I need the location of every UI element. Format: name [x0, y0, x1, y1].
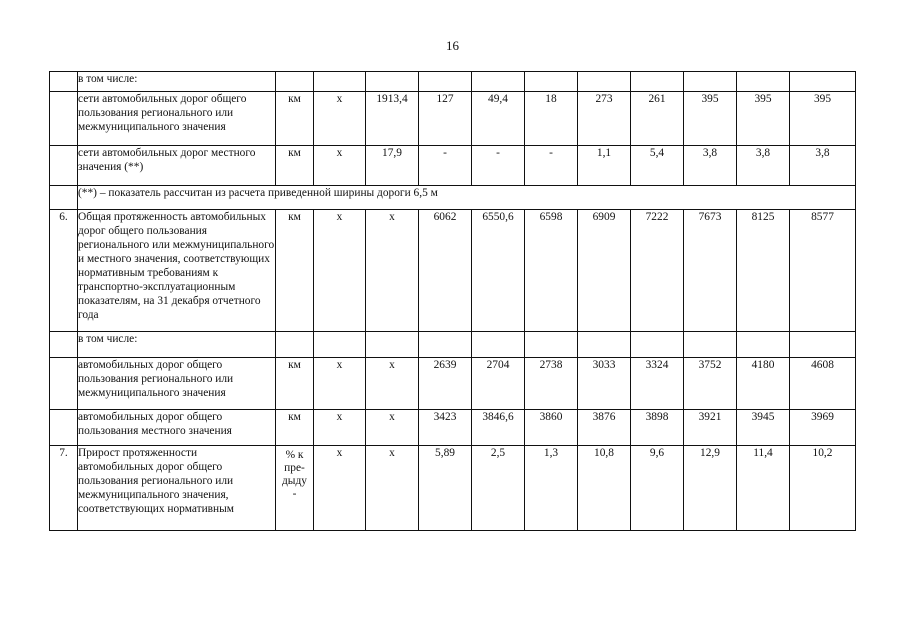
- table-body: [50, 72, 856, 531]
- value-cell: [790, 72, 856, 92]
- table-row: [50, 358, 856, 410]
- value-cell: х: [314, 92, 366, 146]
- value-cell: 3969: [790, 410, 856, 446]
- value-cell: 1,3: [525, 446, 578, 531]
- value-cell: [525, 332, 578, 358]
- value-cell: 3033: [578, 358, 631, 410]
- value-cell: 3324: [631, 358, 684, 410]
- value-cell: 3945: [737, 410, 790, 446]
- footnote-text: (**) – показатель рассчитан из расчета приведенной ширины дороги 6,5 м: [78, 186, 856, 210]
- table-row: [50, 210, 856, 332]
- value-cell: 9,6: [631, 446, 684, 531]
- value-cell: 5,4: [631, 146, 684, 186]
- unit-cell: [276, 72, 314, 92]
- value-cell: 6550,6: [472, 210, 525, 332]
- value-cell: 395: [737, 92, 790, 146]
- unit-cell: [276, 332, 314, 358]
- value-cell: 2738: [525, 358, 578, 410]
- indicator-name: сети автомобильных дорог общего пользования регионального или межмуниципального значения: [78, 92, 276, 146]
- value-cell: 3860: [525, 410, 578, 446]
- value-cell: 7673: [684, 210, 737, 332]
- value-cell: 6909: [578, 210, 631, 332]
- value-cell: 10,2: [790, 446, 856, 531]
- value-cell: [472, 332, 525, 358]
- value-cell: х: [314, 410, 366, 446]
- value-cell: 49,4: [472, 92, 525, 146]
- row-number: [50, 146, 78, 186]
- value-cell: [684, 72, 737, 92]
- value-cell: 8577: [790, 210, 856, 332]
- indicator-name: Прирост протяженности автомобильных дорог общего пользования регионального или межмуниципального значения, соответствующих нормативным: [78, 446, 276, 531]
- value-cell: х: [314, 146, 366, 186]
- row-number: [50, 358, 78, 410]
- row-number: [50, 92, 78, 146]
- value-cell: х: [366, 358, 419, 410]
- value-cell: 2,5: [472, 446, 525, 531]
- value-cell: [578, 72, 631, 92]
- value-cell: [472, 72, 525, 92]
- value-cell: [419, 72, 472, 92]
- table-row: [50, 332, 856, 358]
- value-cell: 6598: [525, 210, 578, 332]
- value-cell: 3846,6: [472, 410, 525, 446]
- table-row: [50, 186, 856, 210]
- value-cell: 2639: [419, 358, 472, 410]
- value-cell: х: [314, 210, 366, 332]
- row-number: 7.: [50, 446, 78, 531]
- value-cell: -: [472, 146, 525, 186]
- value-cell: [366, 332, 419, 358]
- value-cell: [366, 72, 419, 92]
- value-cell: [684, 332, 737, 358]
- table-row: [50, 72, 856, 92]
- value-cell: 127: [419, 92, 472, 146]
- value-cell: -: [419, 146, 472, 186]
- indicator-name: автомобильных дорог общего пользования регионального или межмуниципального значения: [78, 358, 276, 410]
- value-cell: 2704: [472, 358, 525, 410]
- value-cell: 3,8: [684, 146, 737, 186]
- value-cell: [790, 332, 856, 358]
- row-number: [50, 186, 78, 210]
- value-cell: 4180: [737, 358, 790, 410]
- value-cell: 3752: [684, 358, 737, 410]
- subheader-label: в том числе:: [78, 72, 276, 92]
- value-cell: [578, 332, 631, 358]
- unit-cell: км: [276, 210, 314, 332]
- value-cell: [525, 72, 578, 92]
- value-cell: 4608: [790, 358, 856, 410]
- value-cell: 5,89: [419, 446, 472, 531]
- value-cell: х: [366, 410, 419, 446]
- value-cell: 1913,4: [366, 92, 419, 146]
- indicator-name: сети автомобильных дорог местного значения (**): [78, 146, 276, 186]
- value-cell: 3,8: [737, 146, 790, 186]
- value-cell: [419, 332, 472, 358]
- value-cell: 261: [631, 92, 684, 146]
- value-cell: 10,8: [578, 446, 631, 531]
- unit-cell: км: [276, 410, 314, 446]
- row-number: [50, 410, 78, 446]
- value-cell: [314, 72, 366, 92]
- value-cell: 8125: [737, 210, 790, 332]
- value-cell: [737, 72, 790, 92]
- value-cell: 273: [578, 92, 631, 146]
- row-number: [50, 332, 78, 358]
- unit-cell: км: [276, 358, 314, 410]
- value-cell: 3876: [578, 410, 631, 446]
- row-number: [50, 72, 78, 92]
- subheader-label: в том числе:: [78, 332, 276, 358]
- value-cell: х: [366, 210, 419, 332]
- value-cell: 1,1: [578, 146, 631, 186]
- value-cell: 17,9: [366, 146, 419, 186]
- indicator-name: Общая протяженность автомобильных дорог общего пользования регионального или межмуниципального и местного значения, соответствующих нормативным требованиям к транспортно-эксплуатационным показателям, на 31 декабря отчетного года: [78, 210, 276, 332]
- value-cell: 3,8: [790, 146, 856, 186]
- value-cell: 12,9: [684, 446, 737, 531]
- unit-cell: % к пре-дыду -: [276, 446, 314, 531]
- indicator-name: автомобильных дорог общего пользования местного значения: [78, 410, 276, 446]
- value-cell: 6062: [419, 210, 472, 332]
- value-cell: -: [525, 146, 578, 186]
- value-cell: 18: [525, 92, 578, 146]
- value-cell: х: [314, 446, 366, 531]
- unit-cell: км: [276, 92, 314, 146]
- unit-cell: км: [276, 146, 314, 186]
- value-cell: 3921: [684, 410, 737, 446]
- value-cell: [314, 332, 366, 358]
- value-cell: х: [366, 446, 419, 531]
- value-cell: [631, 72, 684, 92]
- table-row: [50, 446, 856, 531]
- value-cell: 3423: [419, 410, 472, 446]
- value-cell: 395: [684, 92, 737, 146]
- value-cell: [737, 332, 790, 358]
- value-cell: 3898: [631, 410, 684, 446]
- table-row: [50, 410, 856, 446]
- table-row: [50, 92, 856, 146]
- indicators-table: [49, 71, 856, 531]
- value-cell: 395: [790, 92, 856, 146]
- value-cell: 7222: [631, 210, 684, 332]
- value-cell: [631, 332, 684, 358]
- table-row: [50, 146, 856, 186]
- value-cell: 11,4: [737, 446, 790, 531]
- value-cell: х: [314, 358, 366, 410]
- page-number: 16: [446, 38, 459, 53]
- row-number: 6.: [50, 210, 78, 332]
